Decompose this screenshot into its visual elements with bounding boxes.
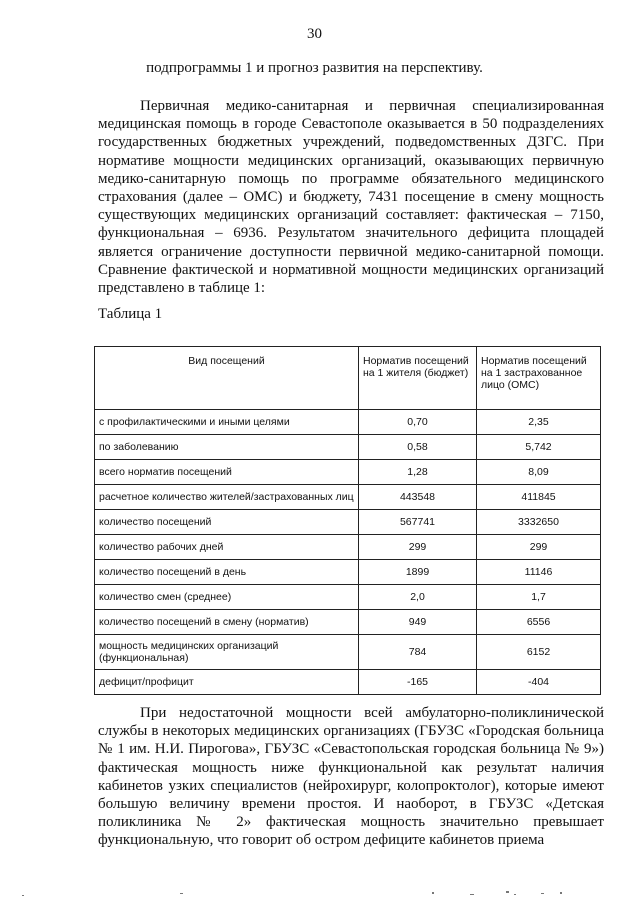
oms-value: 6556 [477,610,601,635]
row-label: количество рабочих дней [95,535,359,560]
table-header-row [95,347,601,410]
budget-value: 443548 [359,485,477,510]
budget-value: 1899 [359,560,477,585]
oms-value: 3332650 [477,510,601,535]
norms-table [94,346,601,695]
header-budget-norm: Норматив посещений на 1 жителя (бюджет) [359,347,477,410]
oms-value: 11146 [477,560,601,585]
budget-value: 784 [359,635,477,670]
oms-value: 5,742 [477,435,601,460]
paragraph-1: Первичная медико-санитарная и первичная специализированная медицинская помощь в городе Севастополе оказывается в 50 подразделениях государственных бюджетных учреждений, подведомственных ДЗГС. При нормативе мощности медицинских организаций, оказывающих первичную медико-санитарную помощь по программе обязательного медицинского страхования (далее – ОМС) и бюджету, 7431 посещение в смену мощность существующих медицинских организаций составляет: фактическая – 7150, функциональная – 6936. Результатом значительного дефицита площадей является ограничение доступности первичной медико-санитарной помощи. Сравнение фактической и нормативной мощности медицинских организаций представлено в таблице 1: [98,98,604,297]
table-caption: Таблица 1 [98,306,163,322]
scan-noise [0,889,629,899]
oms-value: 299 [477,535,601,560]
budget-value: 299 [359,535,477,560]
row-label: мощность медицинских организаций (функциональная) [95,635,359,670]
budget-value: -165 [359,670,477,695]
table-row [95,435,601,460]
header-visit-type: Вид посещений [95,347,359,410]
table-row [95,670,601,695]
table-row [95,460,601,485]
row-label: по заболеванию [95,435,359,460]
oms-value: 1,7 [477,585,601,610]
table-row [95,485,601,510]
table-row [95,585,601,610]
budget-value: 0,58 [359,435,477,460]
row-label: с профилактическими и иными целями [95,410,359,435]
row-label: дефицит/профицит [95,670,359,695]
row-label: количество смен (среднее) [95,585,359,610]
row-label: расчетное количество жителей/застрахованных лиц [95,485,359,510]
continued-line: подпрограммы 1 и прогноз развития на перспективу. [146,60,483,76]
oms-value: 6152 [477,635,601,670]
table-row [95,610,601,635]
budget-value: 0,70 [359,410,477,435]
table-row [95,410,601,435]
budget-value: 949 [359,610,477,635]
budget-value: 1,28 [359,460,477,485]
header-oms-norm: Норматив посещений на 1 застрахованное лицо (ОМС) [477,347,601,410]
budget-value: 567741 [359,510,477,535]
page-number: 30 [307,26,322,42]
oms-value: 411845 [477,485,601,510]
table-row [95,535,601,560]
table-row [95,560,601,585]
table-row [95,510,601,535]
oms-value: 2,35 [477,410,601,435]
oms-value: -404 [477,670,601,695]
paragraph-2: При недостаточной мощности всей амбулаторно-поликлинической службы в некоторых медицинских организациях (ГБУЗС «Городская больница № 1 им. Н.И. Пирогова», ГБУЗС «Севастопольская городская больница № 9») фактическая мощность ниже функциональной как результат наличия кабинетов узких специалистов (нейрохирург, колопроктолог), которые имеют большую величину времени простоя. И наоборот, в ГБУЗС «Детская поликлиника № 2» фактическая мощность значительно превышает функциональную, что говорит об остром дефиците кабинетов приема [98,705,604,849]
oms-value: 8,09 [477,460,601,485]
row-label: всего норматив посещений [95,460,359,485]
row-label: количество посещений [95,510,359,535]
row-label: количество посещений в день [95,560,359,585]
row-label: количество посещений в смену (норматив) [95,610,359,635]
table-row [95,635,601,670]
budget-value: 2,0 [359,585,477,610]
